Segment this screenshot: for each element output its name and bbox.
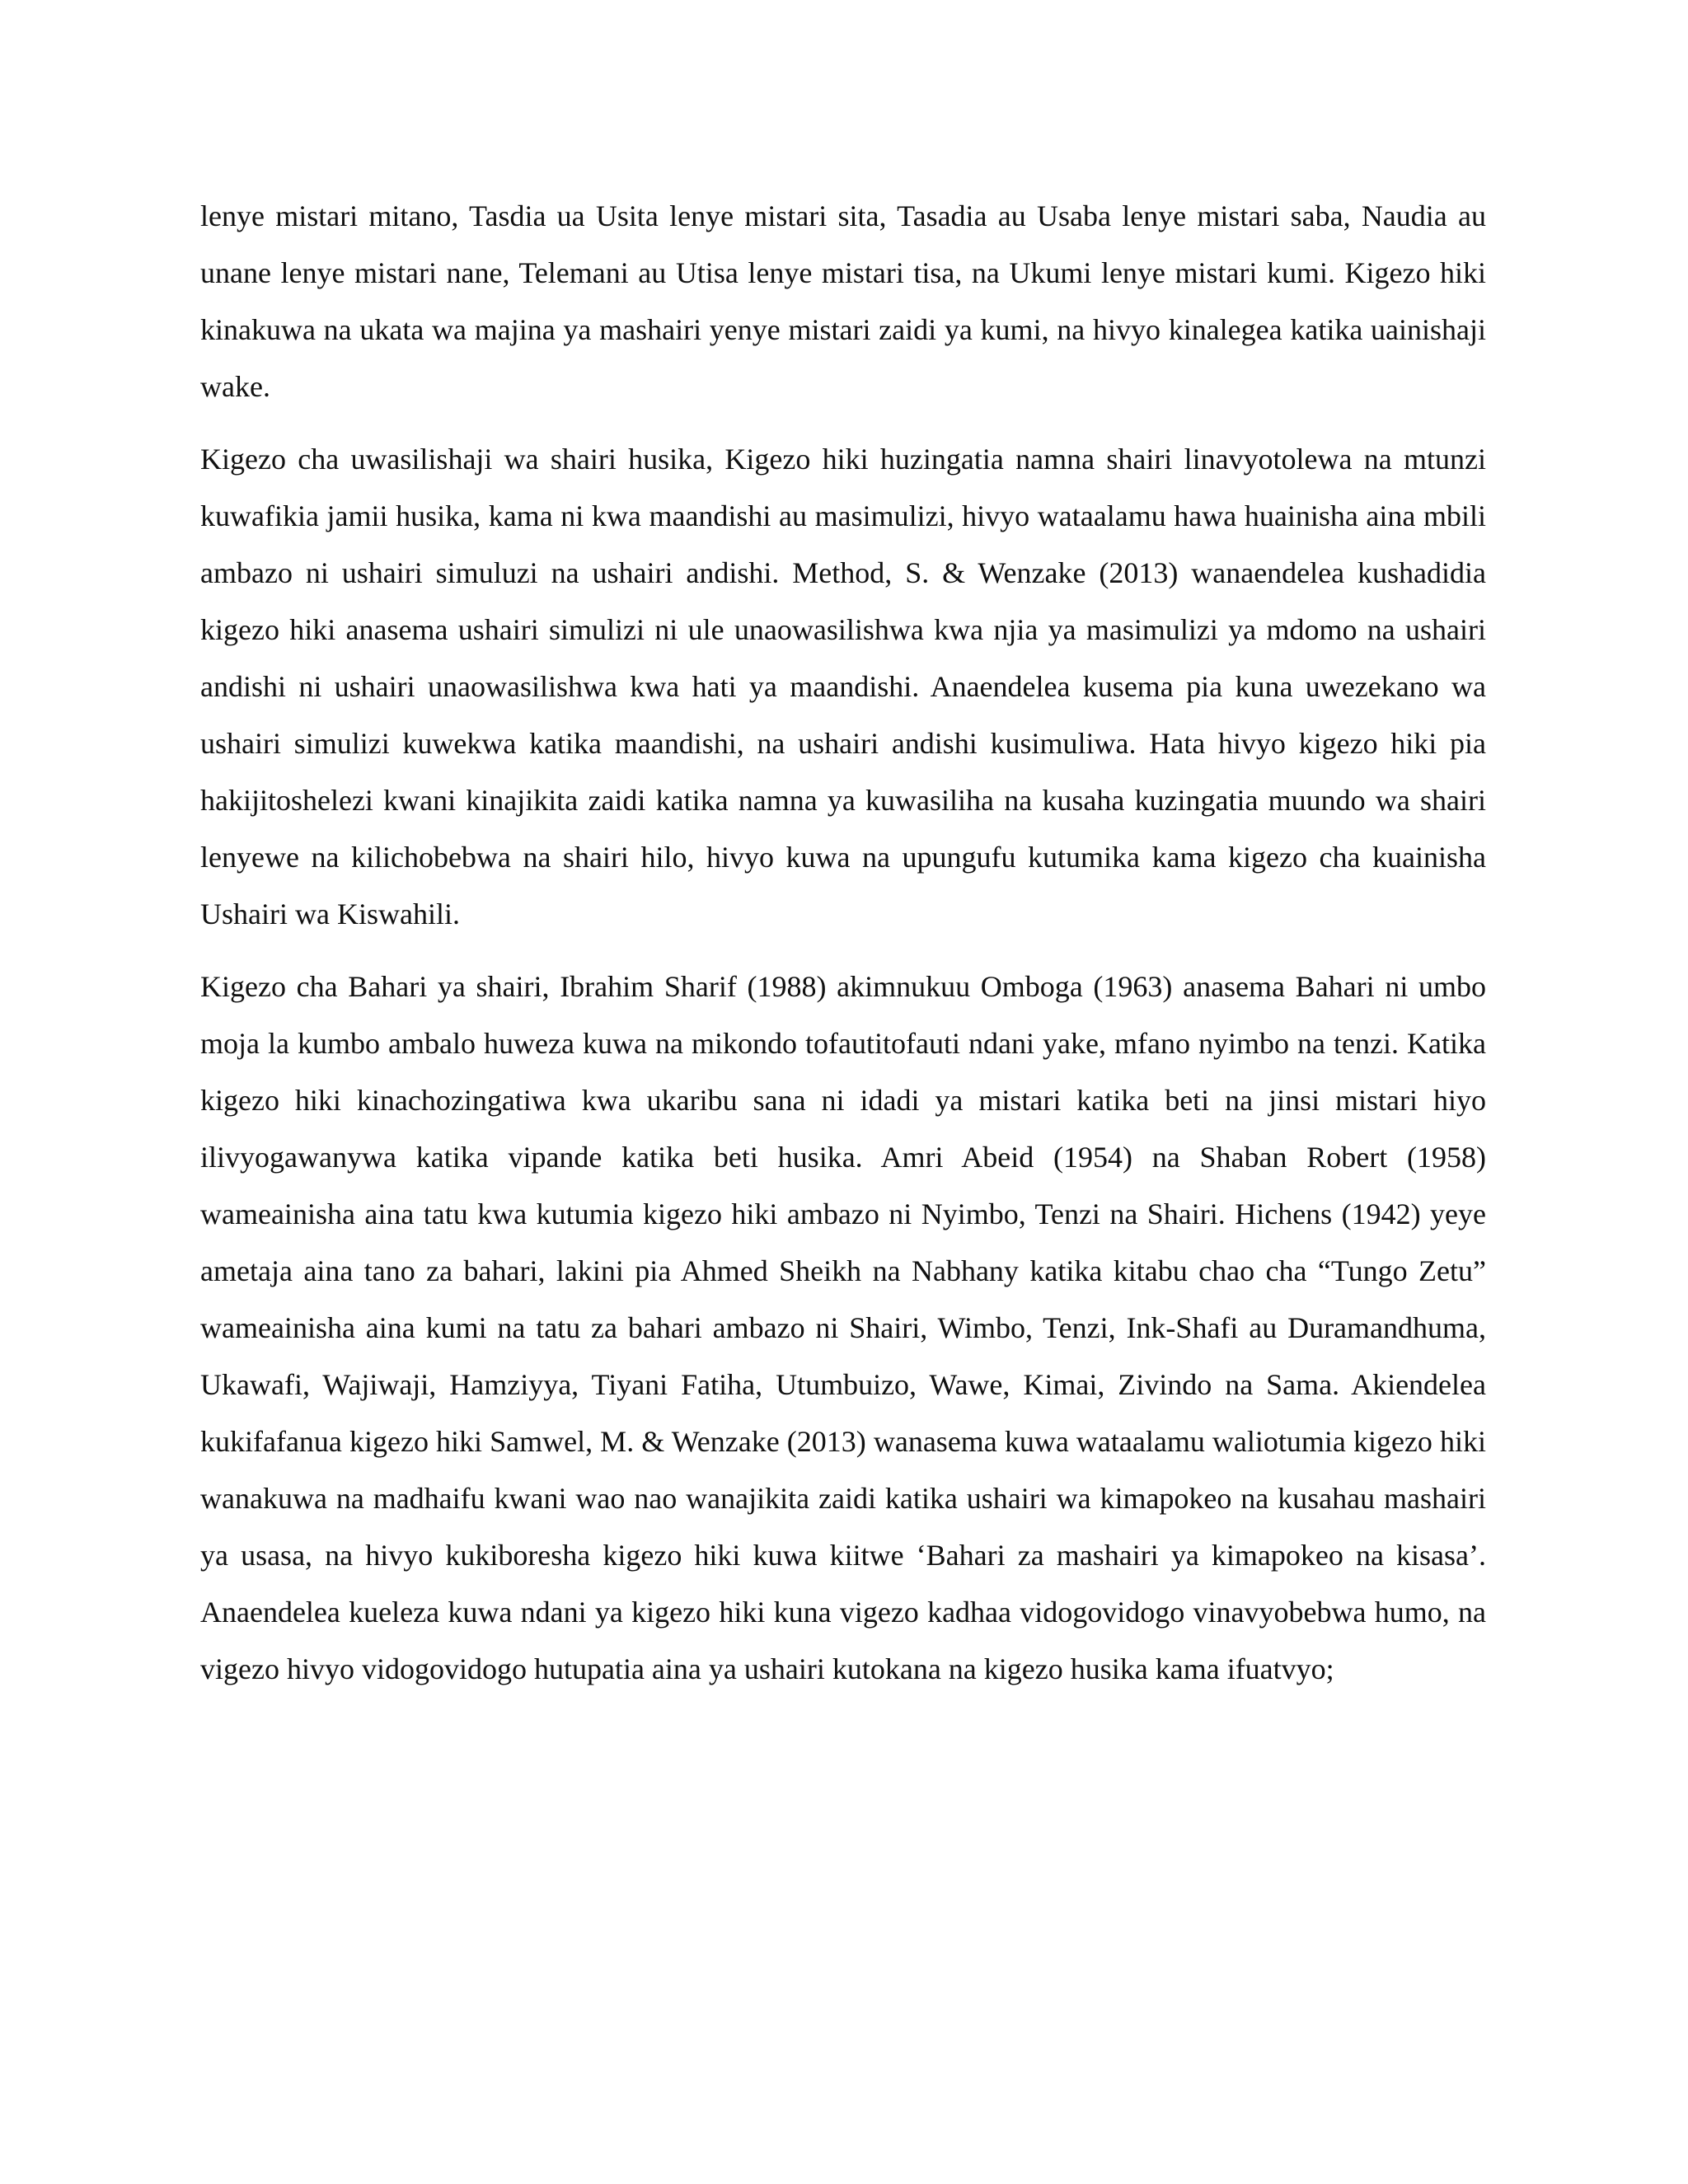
paragraph-verse-line-types: lenye mistari mitano, Tasdia ua Usita lenye mistari sita, Tasadia au Usaba lenye mistari saba, Naudia au unane lenye mistari nane, Telemani au Utisa lenye mistari tisa, na Ukumi lenye mistari kumi. Kigezo hiki kinakuwa na ukata wa majina ya mashairi yenye mistari zaidi ya kumi, na hivyo kinalegea katika uainishaji wake. xyxy=(200,199,1486,403)
paragraph-bahari-criterion: Kigezo cha Bahari ya shairi, Ibrahim Sharif (1988) akimnukuu Omboga (1963) anasema Bahari ni umbo moja la kumbo ambalo huweza kuwa na mikondo tofautitofauti ndani yake, mfano nyimbo na tenzi. Katika kigezo hiki kinachozingatiwa kwa ukaribu sana ni idadi ya mistari katika beti na jinsi mistari hiyo ilivyogawanywa katika vipande katika beti husika. Amri Abeid (1954) na Shaban Robert (1958) wameainisha aina tatu kwa kutumia kigezo hiki ambazo ni Nyimbo, Tenzi na Shairi. Hichens (1942) yeye ametaja aina tano za bahari, lakini pia Ahmed Sheikh na Nabhany katika kitabu chao cha “Tungo Zetu” wameainisha aina kumi na tatu za bahari ambazo ni Shairi, Wimbo, Tenzi, Ink-Shafi au Duramandhuma, Ukawafi, Wajiwaji, Hamziyya, Tiyani Fatiha, Utumbuizo, Wawe, Kimai, Zivindo na Sama. Akiendelea kukifafanua kigezo hiki Samwel, M. & Wenzake (2013) wanasema kuwa wataalamu waliotumia kigezo hiki wanakuwa na madhaifu kwani wao nao wanajikita zaidi katika ushairi wa kimapokeo na kusahau mashairi ya usasa, na hivyo kukiboresha kigezo hiki kuwa kiitwe ‘Bahari za mashairi ya kimapokeo na kisasa’. Anaendelea kueleza kuwa ndani ya kigezo hiki kuna vigezo kadhaa vidogovidogo vinavyobebwa humo, na vigezo hivyo vidogovidogo hutupatia aina ya ushairi kutokana na kigezo husika kama ifuatvyo; xyxy=(200,970,1486,1685)
document-body xyxy=(200,188,1486,1713)
paragraph-delivery-criterion: Kigezo cha uwasilishaji wa shairi husika, Kigezo hiki huzingatia namna shairi linavyotolewa na mtunzi kuwafikia jamii husika, kama ni kwa maandishi au masimulizi, hivyo wataalamu hawa huainisha aina mbili ambazo ni ushairi simuluzi na ushairi andishi. Method, S. & Wenzake (2013) wanaendelea kushadidia kigezo hiki anasema ushairi simulizi ni ule unaowasilishwa kwa njia ya masimulizi ya mdomo na ushairi andishi ni ushairi unaowasilishwa kwa hati ya maandishi. Anaendelea kusema pia kuna uwezekano wa ushairi simulizi kuwekwa katika maandishi, na ushairi andishi kusimuliwa. Hata hivyo kigezo hiki pia hakijitoshelezi kwani kinajikita zaidi katika namna ya kuwasiliha na kusaha kuzingatia muundo wa shairi lenyewe na kilichobebwa na shairi hilo, hivyo kuwa na upungufu kutumika kama kigezo cha kuainisha Ushairi wa Kiswahili. xyxy=(200,443,1486,930)
